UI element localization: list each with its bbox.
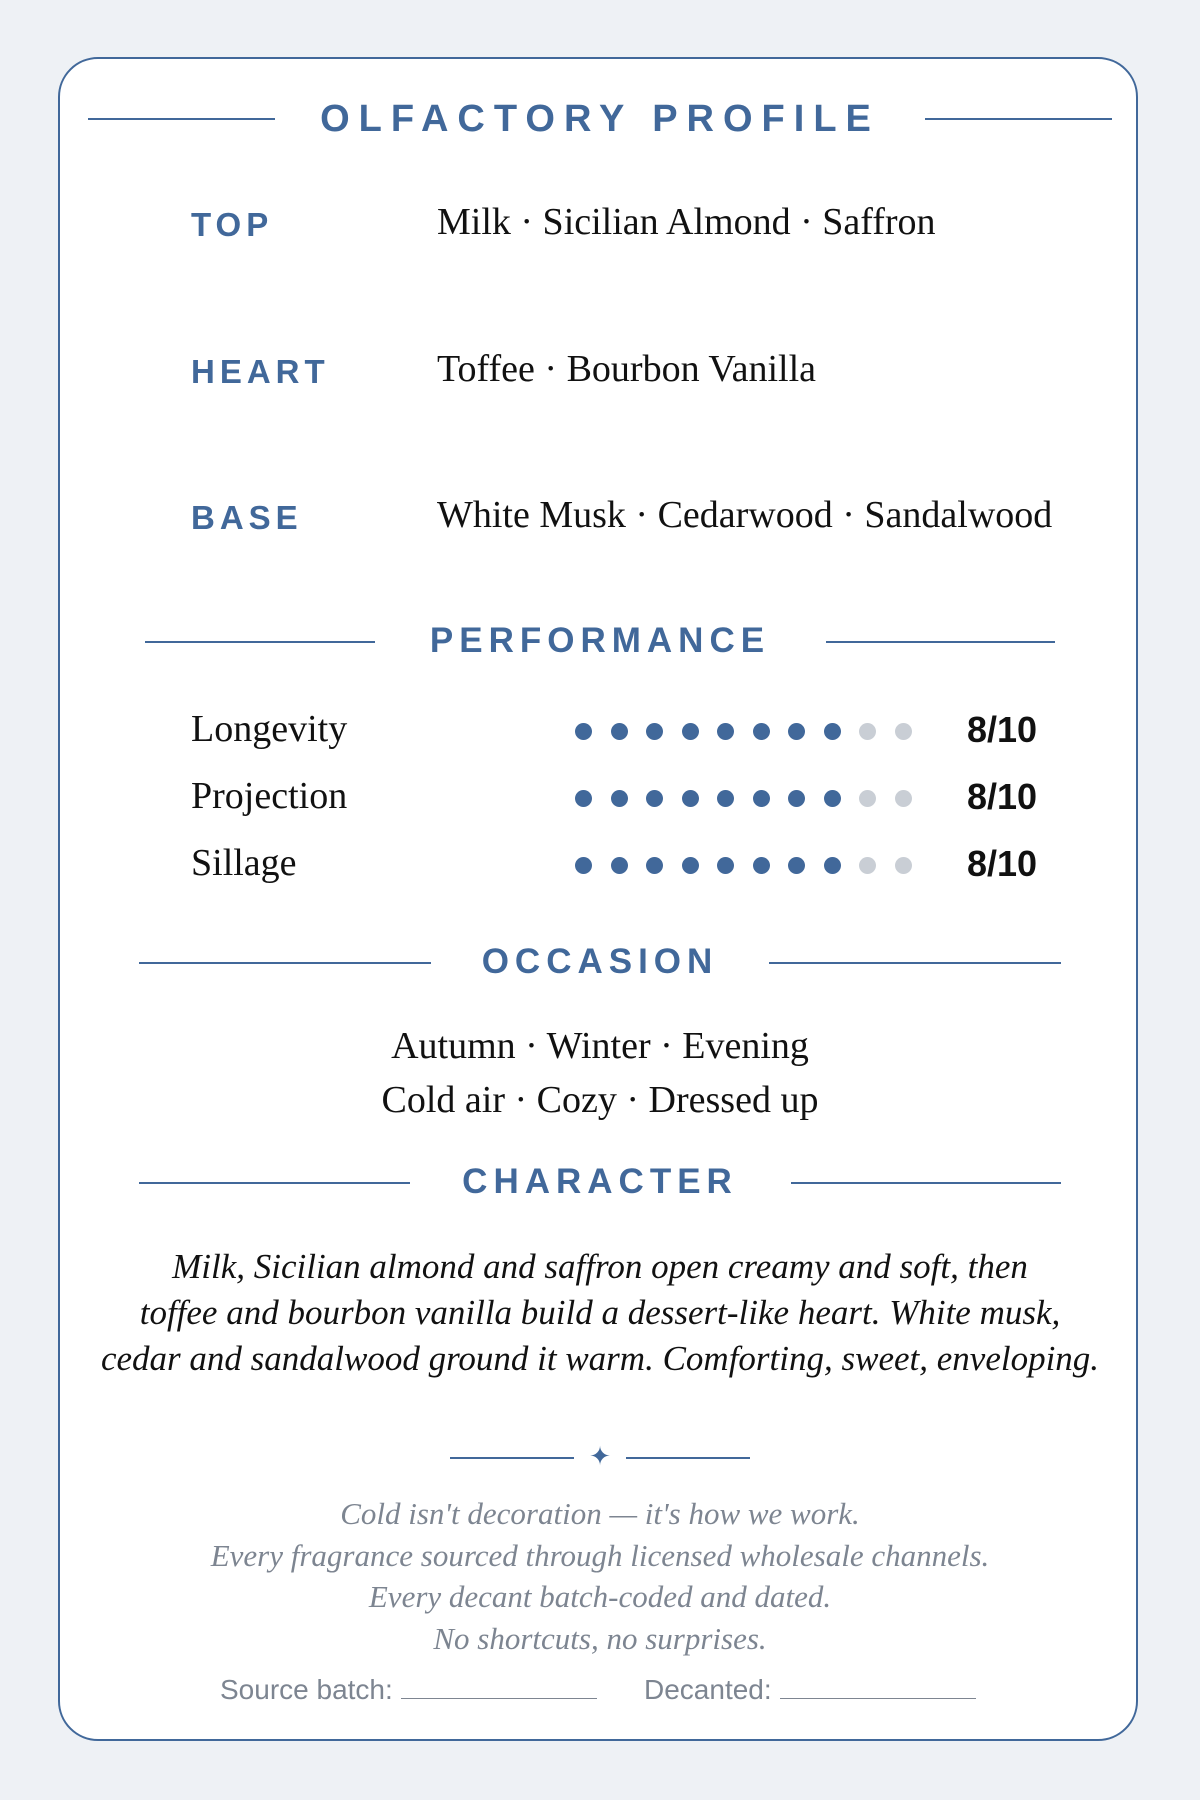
- note-label-top: TOP: [191, 206, 274, 243]
- heading-rule-right: [769, 962, 1061, 964]
- rating-dot-filled: [682, 790, 699, 807]
- rating-dot-filled: [682, 857, 699, 874]
- heading-rule-left: [139, 962, 431, 964]
- decanted-blank: [780, 1674, 976, 1699]
- performance-label: Projection: [191, 775, 348, 817]
- decanted-field: [644, 1674, 976, 1706]
- performance-score: 8/10: [967, 709, 1038, 750]
- decanted-label: Decanted:: [644, 1674, 772, 1705]
- rating-dot-filled: [717, 857, 734, 874]
- occasion-line-seasons: Autumn · Winter · Evening: [391, 1025, 809, 1067]
- performance-heading: PERFORMANCE: [429, 621, 771, 660]
- character-line-1: Milk, Sicilian almond and saffron open creamy and soft, then: [172, 1247, 1028, 1286]
- heading-rule-left: [88, 118, 275, 120]
- rating-dot-filled: [611, 723, 628, 740]
- rating-dot-filled: [682, 723, 699, 740]
- divider-rule-left: [450, 1457, 574, 1459]
- rating-dots: [575, 857, 912, 874]
- rating-dots: [575, 723, 912, 740]
- footer-line-2: Every fragrance sourced through licensed wholesale channels.: [210, 1538, 990, 1573]
- heading-rule-right: [826, 641, 1055, 643]
- rating-dots: [575, 790, 912, 807]
- heading-rule-right: [925, 118, 1112, 120]
- rating-dot-filled: [824, 790, 841, 807]
- profile-card: [58, 57, 1138, 1741]
- rating-dot-filled: [646, 857, 663, 874]
- rating-dot-filled: [575, 723, 592, 740]
- divider-rule-right: [626, 1457, 750, 1459]
- heading-rule-left: [145, 641, 375, 643]
- source-batch-label: Source batch:: [220, 1674, 393, 1705]
- note-text-top: Milk · Sicilian Almond · Saffron: [437, 201, 936, 243]
- footer-line-4: No shortcuts, no surprises.: [433, 1621, 767, 1656]
- rating-dot-empty: [859, 790, 876, 807]
- note-text-heart: Toffee · Bourbon Vanilla: [437, 348, 817, 390]
- rating-dot-filled: [753, 857, 770, 874]
- rating-dot-filled: [717, 723, 734, 740]
- performance-score: 8/10: [967, 843, 1038, 884]
- occasion-heading: OCCASION: [481, 942, 719, 981]
- source-batch-blank: [401, 1674, 597, 1699]
- rating-dot-empty: [859, 857, 876, 874]
- rating-dot-filled: [788, 790, 805, 807]
- rating-dot-filled: [611, 857, 628, 874]
- rating-dot-filled: [788, 723, 805, 740]
- rating-dot-filled: [646, 723, 663, 740]
- occasion-line-mood: Cold air · Cozy · Dressed up: [381, 1079, 819, 1121]
- rating-dot-empty: [895, 723, 912, 740]
- four-point-star-icon: ✦: [589, 1442, 611, 1471]
- footer-line-3: Every decant batch-coded and dated.: [368, 1579, 832, 1614]
- rating-dot-empty: [895, 790, 912, 807]
- rating-dot-filled: [646, 790, 663, 807]
- rating-dot-filled: [788, 857, 805, 874]
- note-text-base: White Musk · Cedarwood · Sandalwood: [437, 494, 1053, 536]
- rating-dot-filled: [824, 857, 841, 874]
- rating-dot-filled: [717, 790, 734, 807]
- performance-label: Sillage: [191, 842, 297, 884]
- character-line-2: toffee and bourbon vanilla build a dessert-like heart. White musk,: [139, 1293, 1061, 1332]
- rating-dot-empty: [859, 723, 876, 740]
- character-heading: CHARACTER: [462, 1162, 738, 1201]
- rating-dot-filled: [611, 790, 628, 807]
- rating-dot-empty: [895, 857, 912, 874]
- note-label-heart: HEART: [191, 353, 330, 390]
- note-label-base: BASE: [191, 499, 303, 536]
- rating-dot-filled: [575, 857, 592, 874]
- rating-dot-filled: [824, 723, 841, 740]
- footer-line-1: Cold isn't decoration — it's how we work.: [340, 1496, 860, 1531]
- character-line-3: cedar and sandalwood ground it warm. Comforting, sweet, enveloping.: [100, 1339, 1100, 1378]
- performance-score: 8/10: [967, 776, 1038, 817]
- performance-label: Longevity: [191, 708, 348, 750]
- heading-rule-left: [139, 1182, 410, 1184]
- olfactory-profile-heading: OLFACTORY PROFILE: [320, 98, 880, 140]
- rating-dot-filled: [753, 790, 770, 807]
- rating-dot-filled: [575, 790, 592, 807]
- rating-dot-filled: [753, 723, 770, 740]
- heading-rule-right: [791, 1182, 1061, 1184]
- source-batch-field: [220, 1674, 597, 1706]
